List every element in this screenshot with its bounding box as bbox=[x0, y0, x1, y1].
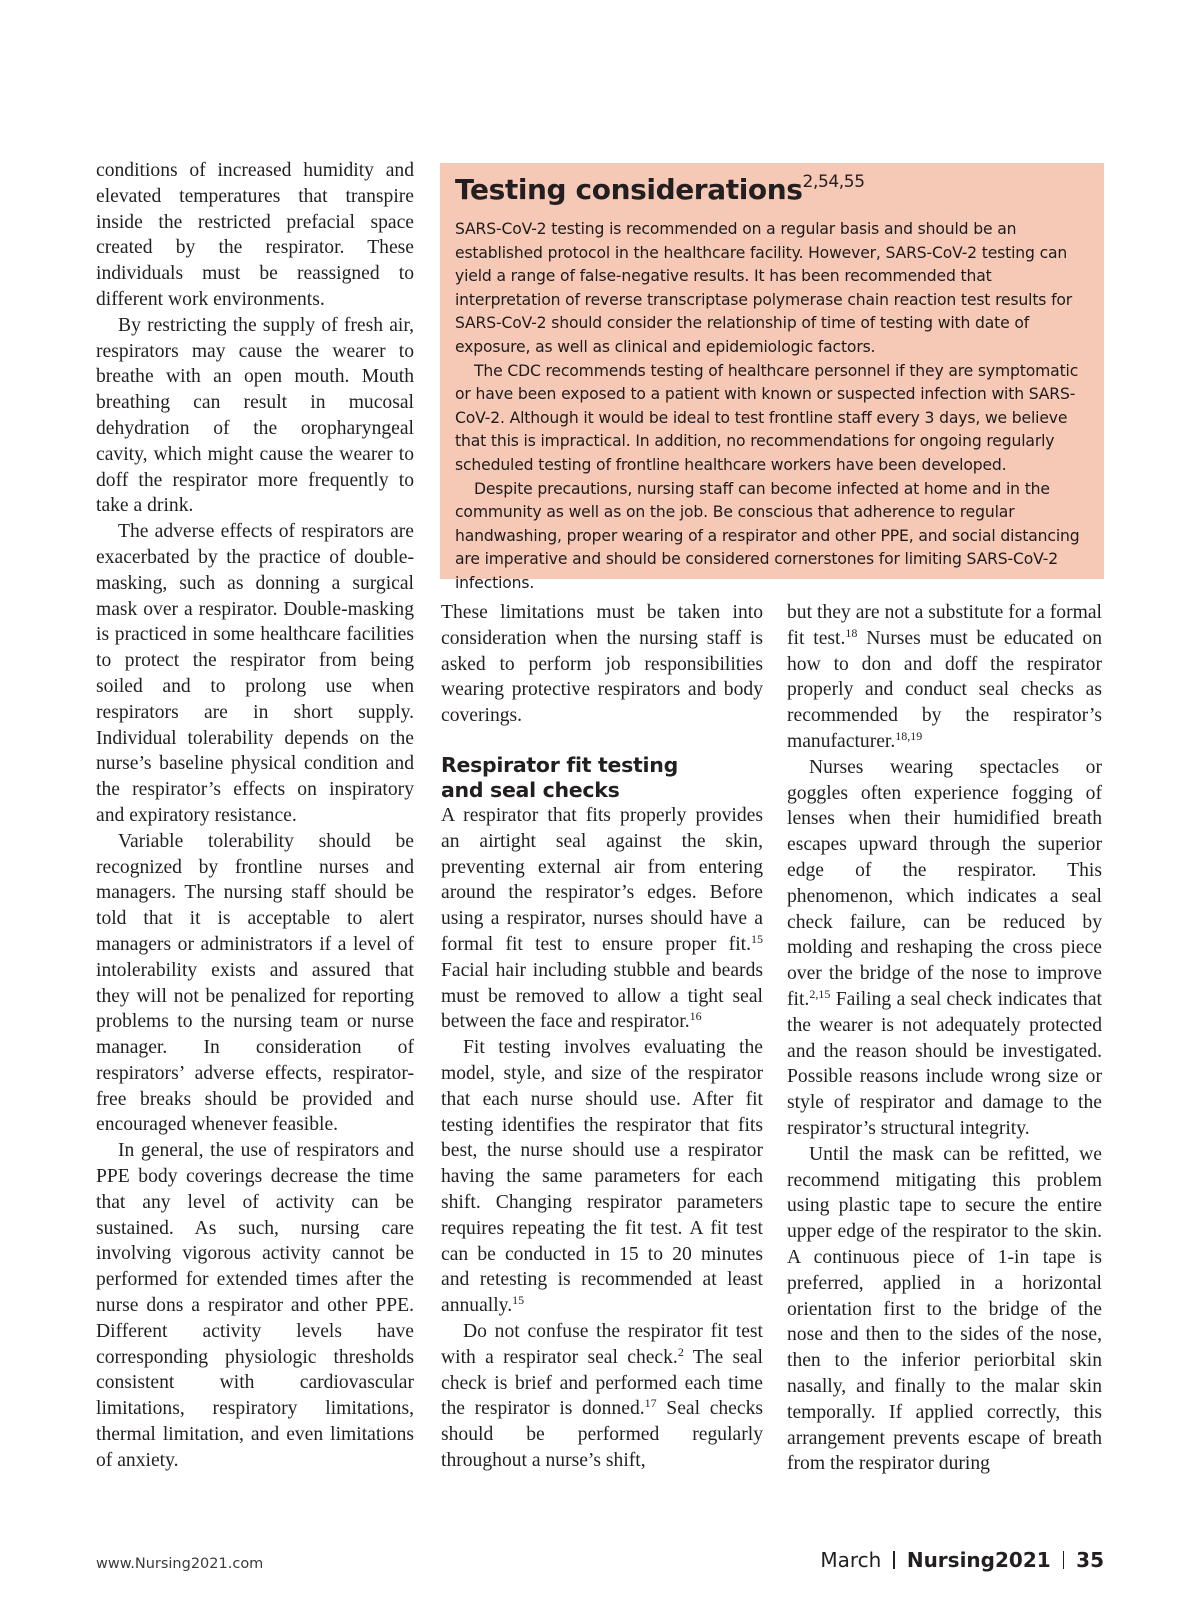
paragraph bbox=[787, 755, 1102, 1142]
paragraph: Until the mask can be refitted, we recommend mitigating this problem using plastic tape to secure the entire upper edge of the respirator to the skin. A continuous piece of 1-in tape is preferred, applied in a horizontal orientation first to the bridge of the nose and then to the sides of the nose, then to the inferior periorbital skin nasally, and finally to the malar skin temporally. If applied correctly, this arrangement prevents escape of breath from the respirator during bbox=[787, 1143, 1102, 1475]
body-column-1 bbox=[96, 158, 414, 1474]
page-number: 35 bbox=[1076, 1548, 1104, 1572]
footer-journal-name: Nursing2021 bbox=[906, 1548, 1051, 1572]
paragraph bbox=[441, 1319, 763, 1474]
paragraph: conditions of increased humidity and elevated temperatures that transpire inside the restricted prefacial space created by the respirator. These individuals must be reassigned to different work environments. bbox=[96, 160, 414, 310]
paragraph: Variable tolerability should be recognized by frontline nurses and managers. The nursing staff should be told that it is acceptable to alert managers or administrators if a level of intolerability exists and assured that they will not be penalized for reporting problems to the nursing team or nurse manager. In consideration of respirators’ adverse effects, respirator-free breaks should be provided and encouraged whenever feasible. bbox=[96, 830, 414, 1136]
section-heading-line: and seal checks bbox=[441, 777, 620, 802]
testing-considerations-sidebar bbox=[440, 163, 1104, 592]
section-heading bbox=[441, 753, 763, 803]
paragraph: By restricting the supply of fresh air, respirators may cause the wearer to breathe with an open mouth. Mouth breathing can result in mucosal dehydration of the oropharyngeal cavity, which might cause the wearer to doff the respirator more frequently to take a drink. bbox=[96, 314, 414, 517]
divider bbox=[893, 1551, 895, 1569]
section-heading-line: Respirator fit testing bbox=[441, 752, 678, 777]
paragraph bbox=[441, 1035, 763, 1319]
reference-superscript: 16 bbox=[689, 1009, 702, 1024]
reference-superscript: 2 bbox=[677, 1344, 684, 1359]
reference-superscript: 18 bbox=[845, 625, 858, 640]
text-run: but they are not a substitute for a formal fit test. bbox=[787, 602, 1102, 649]
text-run: Nurses must be educated on how to don and doff the respirator properly and conduct seal checks as recommended by the respirator’s manufacturer. bbox=[787, 627, 1103, 752]
reference-superscript: 15 bbox=[512, 1293, 525, 1308]
text-run: Seal checks should be performed regularly throughout a nurse’s shift, bbox=[441, 1398, 763, 1471]
text-run: Failing a seal check indicates that the wearer is not adequately protected and the reason should be investigated. Possible reasons include wrong size or style of respirator and damage to the respirator’s structural integrity. bbox=[787, 988, 1102, 1139]
paragraph bbox=[441, 803, 763, 1035]
sidebar-paragraph: Despite precautions, nursing staff can become infected at home and in the community as well as on the job. Be conscious that adherence to regular handwashing, proper wearing of a respirator and other PPE, and social distancing are imperative and should be considered cornerstones for limiting SARS-CoV-2 infections. bbox=[455, 479, 1080, 592]
paragraph: The adverse effects of respirators are exacerbated by the practice of double-masking, such as donning a surgical mask over a respirator. Double-masking is practiced in some healthcare facilities to protect the respirator from being soiled and to prolong use when respirators are in short supply. Individual tolerability depends on the nurse’s baseline physical condition and the respirator’s effects on inspiratory and expiratory resistance. bbox=[96, 521, 414, 826]
sidebar-paragraph: SARS-CoV-2 testing is recommended on a regular basis and should be an established protocol in the healthcare facility. However, SARS-CoV-2 testing can yield a range of false-negative results. It has been recommended that interpretation of reverse transcriptase polymerase chain reaction test results for SARS-CoV-2 should consider the relationship of time of testing with date of exposure, as well as clinical and epidemiologic factors. bbox=[455, 220, 1073, 356]
reference-superscript: 18,19 bbox=[895, 728, 923, 743]
footer-month: March bbox=[820, 1548, 882, 1572]
text-run: Nurses wearing spectacles or goggles often experience fogging of lenses when their humidified breath escapes upward through the superior edge of the respirator. This phenomenon, which indicates a seal check failure, can be reduced by molding and reshaping the cross piece over the bridge of the nose to improve fit. bbox=[787, 756, 1102, 1010]
body-column-2 bbox=[441, 600, 763, 1474]
body-column-3 bbox=[787, 600, 1102, 1477]
text-run: Facial hair including stubble and beards must be removed to allow a tight seal between the face and respirator. bbox=[441, 959, 763, 1033]
paragraph: In general, the use of respirators and PPE body coverings decrease the time that any level of activity can be sustained. As such, nursing care involving vigorous activity cannot be performed for extended times after the nurse dons a respirator and other PPE. Different activity levels have corresponding physiologic thresholds consistent with cardiovascular limitations, respiratory limitations, thermal limitation, and even limitations of anxiety. bbox=[96, 1140, 414, 1471]
text-run: A respirator that fits properly provides an airtight seal against the skin, preventing external air from entering around the respirator’s edges. Before using a respirator, nurses should have a formal fit test to ensure proper fit. bbox=[441, 804, 763, 955]
reference-superscript: 2,54,55 bbox=[802, 172, 865, 192]
footer-website: www.Nursing2021.com bbox=[96, 1556, 264, 1572]
sidebar-title-text: Testing considerations bbox=[455, 173, 803, 206]
sidebar-title bbox=[455, 173, 1088, 207]
text-run: Do not confuse the respirator fit test with a respirator seal check. bbox=[441, 1320, 763, 1368]
divider bbox=[1063, 1551, 1065, 1569]
reference-superscript: 17 bbox=[644, 1396, 657, 1411]
text-run: Fit testing involves evaluating the model, style, and size of the respirator that each nurse should use. After fit testing identifies the respirator that fits best, the nurse should use a respirator having the same parameters for each shift. Changing respirator parameters requires repeating the fit test. A fit test can be conducted in 15 to 20 minutes and retesting is recommended at least annually. bbox=[441, 1037, 763, 1317]
footer-folio bbox=[820, 1548, 1104, 1572]
reference-superscript: 15 bbox=[751, 931, 763, 946]
paragraph: These limitations must be taken into consideration when the nursing staff is asked to perform job responsibilities wearing protective respirators and body coverings. bbox=[441, 602, 763, 727]
reference-superscript: 2,15 bbox=[809, 986, 831, 1001]
sidebar-paragraph: The CDC recommends testing of healthcare personnel if they are symptomatic or have been exposed to a patient with known or suspected infection with SARS-CoV-2. Although it would be ideal to test frontline staff every 3 days, we believe that this is impractical. In addition, no recommendations for ongoing regularly scheduled testing of frontline healthcare workers have been developed. bbox=[455, 361, 1079, 474]
text-run: The seal check is brief and performed each time the respirator is donned. bbox=[441, 1346, 763, 1420]
paragraph bbox=[787, 600, 1102, 755]
